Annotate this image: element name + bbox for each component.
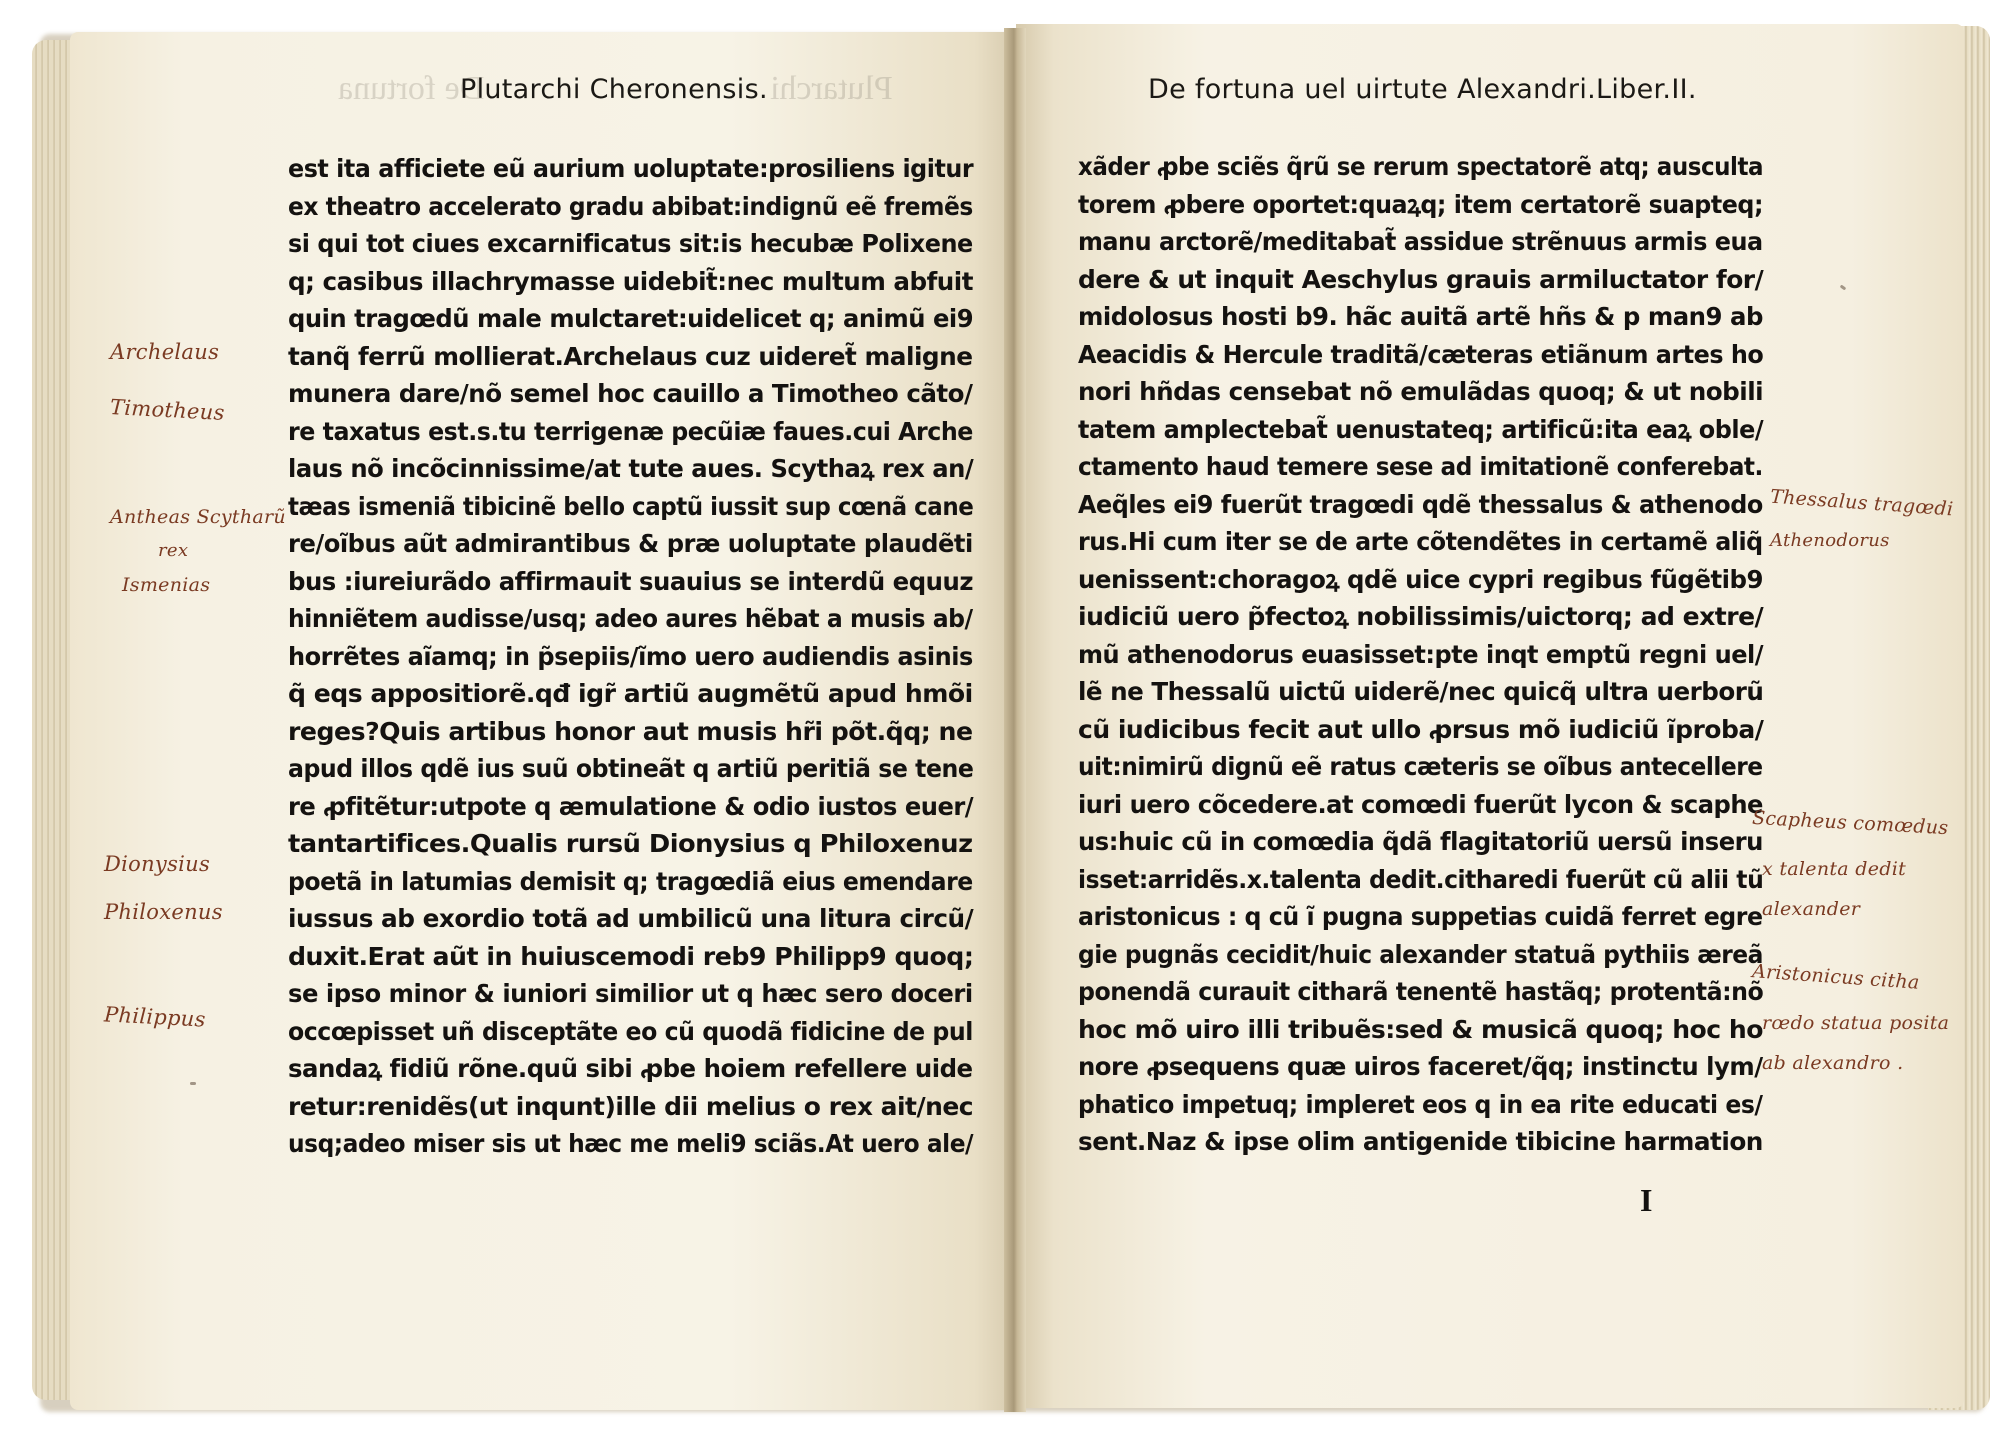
text-line: re/oĩbus aũt admirantibus & præ uoluptate plaudẽti: [288, 529, 973, 558]
text-line: isset:arridẽs.x.talenta dedit.citharedi fuerũt cũ alii tũ: [1078, 864, 1764, 894]
text-line: midolosus hosti b9. hãc auitã artẽ hñs & p man9 ab: [1078, 302, 1763, 331]
folio-number: I: [1640, 1182, 1653, 1218]
text-line: bus :iureiurãdo affirmauit suauius se interdũ equuz: [288, 566, 974, 596]
text-line: munera dare/nõ semel hoc cauillo a Timotheo cãto/: [288, 379, 973, 408]
text-line: dere & ut inquit Aeschylus grauis armiluctator for/: [1078, 264, 1764, 294]
text-line: horrẽtes aĩamq; in p̃sepiis/ĩmo uero audiendis asinis: [288, 641, 973, 671]
text-line: us:huic cũ in comœdia q̃dã flagitatoriũ uersũ inseru: [1078, 827, 1763, 856]
marginal-note-dionysius: Dionysius: [104, 852, 211, 876]
text-line: sandaꝝ fidiũ rõne.quũ sibi ꝓbe hoiem refellere uide: [288, 1054, 973, 1083]
text-line: reges?Quis artibus honor aut musis hr̃i põt.q̃q; ne: [288, 716, 973, 746]
text-line: re taxatus est.s.tu terrigenæ pecũiæ faues.cui Arche: [288, 416, 973, 446]
marginal-note-aristonicus: Aristonicus citha: [1751, 960, 1921, 994]
text-line: rus.Hi cum iter se de arte cõtendẽtes in certamẽ aliq̃: [1078, 527, 1763, 556]
marginal-note-talenta: x talenta dedit: [1762, 858, 1907, 880]
ink-speck: [190, 1082, 196, 1085]
text-line: torem ꝓbere oportet:quaꝝq; item certatorẽ suapteq;: [1078, 189, 1763, 219]
text-line: phatico impetuq; impleret eos q in ea rite educati es/: [1078, 1089, 1763, 1119]
marginal-note-athenodorus: Athenodorus: [1770, 530, 1890, 551]
text-line: iudiciũ uero p̃fectoꝝ nobilissimis/uictorq; ad extre/: [1078, 602, 1764, 631]
marginal-note-ab-alexandro: ab alexandro .: [1762, 1052, 1904, 1074]
text-line: cũ iudicibus fecit aut ullo ꝓrsus mõ iudiciũ ĩproba/: [1078, 714, 1764, 744]
text-line: q̃ eqs appositiorẽ.qđ igr̃ artiũ augmẽtũ apud hmõi: [288, 679, 973, 708]
text-line: tatem amplectebat̃ uenustateq; artificũ:ita eaꝝ oble/: [1078, 414, 1764, 444]
text-line: tæas ismeniã tibicinẽ bello captũ iussit sup cœnã cane: [288, 491, 974, 521]
left-show-through: De fortuna: [338, 70, 485, 107]
text-line: sent.Naz & ipse olim antigenide tibicine harmation: [1078, 1127, 1763, 1156]
text-line: si qui tot ciues excarnificatus sit:is hecubæ Polixene: [288, 229, 973, 258]
marginal-note-rex: rex: [158, 540, 189, 561]
text-line: usq;adeo miser sis ut hæc me meli9 sciãs.At uero ale/: [288, 1129, 974, 1158]
text-line: q; casibus illachrymasse uidebit̃:nec multum abfuit: [288, 266, 973, 296]
text-line: nori hñdas censebat nõ emulãdas quoq; & ut nobili: [1078, 377, 1764, 406]
text-line: retur:renidẽs(ut inqunt)ille dii melius o rex ait/nec: [288, 1091, 974, 1121]
text-line: manu arctorẽ/meditabat̃ assidue strẽnuus armis eua: [1078, 227, 1763, 256]
text-line: occœpisset uñ disceptãte eo cũ quodã fidicine de pul: [288, 1016, 973, 1046]
text-line: se ipso minor & iuniori similior ut q hæc sero doceri: [288, 979, 973, 1008]
text-line: apud illos qdẽ ius suũ obtineãt q artiũ peritiã se tene: [288, 754, 974, 783]
text-line: uit:nimirũ dignũ eẽ ratus cæteris se oĩbus antecellere: [1078, 752, 1763, 781]
text-line: uenissent:choragoꝝ qdẽ uice cypri regibus fũgẽtib9: [1078, 564, 1764, 594]
text-line: hoc mõ uiro illi tribuẽs:sed & musicã quoq; hoc ho: [1078, 1014, 1763, 1044]
right-running-head: De fortuna uel uirtute Alexandri.Liber.II.: [1148, 74, 1697, 105]
text-line: duxit.Erat aũt in huiuscemodi reb9 Philipp9 quoq;: [288, 941, 974, 971]
marginal-note-timotheus: Timotheus: [109, 395, 226, 425]
text-line: re ꝓfitẽtur:utpote q æmulatione & odio iustos euer/: [288, 791, 974, 821]
marginal-note-philoxenus: Philoxenus: [104, 900, 223, 924]
marginal-note-scapheus: Scapheus comœdus: [1751, 806, 1949, 840]
text-line: Aeq̃les ei9 fuerũt tragœdi qdẽ thessalus & athenodo: [1078, 489, 1763, 519]
marginal-note-ismenias: Ismenias: [122, 574, 211, 596]
text-line: mũ athenodorus euasisset:pte inqt emptũ regni uel/: [1078, 639, 1764, 669]
text-line: lẽ ne Thessalũ uictũ uiderẽ/nec quicq̃ ultra uerborũ: [1078, 677, 1764, 706]
text-line: iuri uero cõcedere.at comœdi fuerũt lycon & scaphe: [1078, 789, 1763, 819]
right-text-column: [1078, 148, 1823, 1161]
text-line: ponendã curauit citharã tenentẽ hastãq; protentã:nõ: [1078, 977, 1764, 1006]
marginal-note-alexander: alexander: [1762, 898, 1861, 920]
left-text-column: [288, 150, 1034, 1163]
marginal-note-statua: rœdo statua posita: [1762, 1012, 1950, 1034]
text-line: nore ꝓsequens quæ uiros faceret/q̃q; instinctu lym/: [1078, 1052, 1763, 1081]
marginal-note-philippus: Philippus: [103, 1002, 207, 1032]
text-line: aristonicus : q cũ ĩ pugna suppetias cuidã ferret egre: [1078, 902, 1763, 931]
right-show-through: Plutarchi: [770, 70, 893, 107]
left-running-head: Plutarchi Cheronensis.: [460, 74, 768, 105]
text-line: ctamento haud temere sese ad imitationẽ conferebat.: [1078, 452, 1763, 481]
text-line: xãder ꝓbe sciẽs q̃rũ se rerum spectatorẽ atq; ausculta: [1078, 152, 1764, 181]
text-line: gie pugnãs cecidit/huic alexander statuã pythiis æreã: [1078, 939, 1763, 969]
marginal-note-thessalus: Thessalus tragœdi: [1769, 485, 1954, 521]
text-line: est ita afficiete eũ aurium uoluptate:prosiliens igitur: [288, 154, 974, 183]
text-line: hinniẽtem audisse/usq; adeo aures hẽbat a musis ab/: [288, 604, 973, 633]
text-line: quin tragœdũ male mulctaret:uidelicet q; animũ ei9: [288, 304, 974, 333]
text-line: laus nõ incõcinnissime/at tute aues. Scythaꝝ rex an/: [288, 454, 974, 483]
text-line: ex theatro accelerato gradu abibat:indignũ eẽ fremẽs: [288, 191, 973, 221]
text-line: Aeacidis & Hercule traditã/cæteras etiãnum artes ho: [1078, 339, 1764, 369]
text-line: poetã in latumias demisit q; tragœdiã eius emendare: [288, 866, 973, 896]
marginal-note-archelaus: Archelaus: [110, 340, 220, 364]
marginal-note-antheas: Antheas Scytharũ: [110, 506, 286, 528]
text-line: tantartifices.Qualis rursũ Dionysius q Philoxenuz: [288, 829, 973, 858]
text-line: tanq̃ ferrũ mollierat.Archelaus cuz uideret̃ maligne: [288, 341, 973, 371]
text-line: iussus ab exordio totã ad umbilicũ una litura circũ/: [288, 904, 974, 933]
